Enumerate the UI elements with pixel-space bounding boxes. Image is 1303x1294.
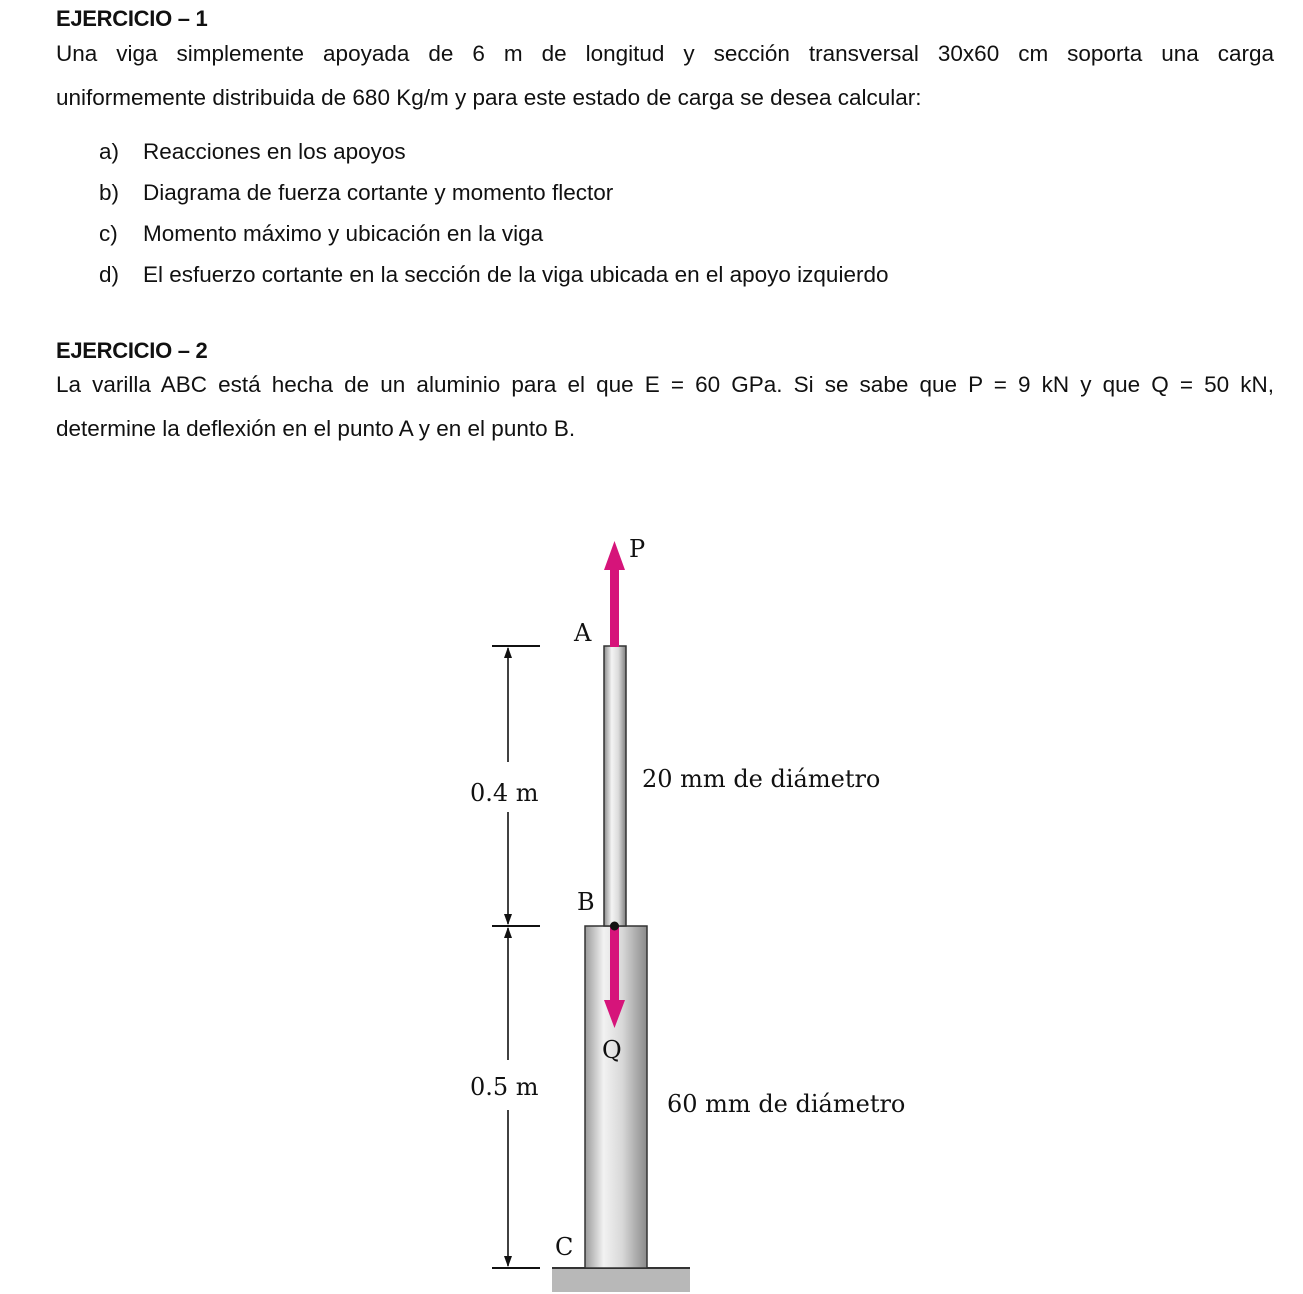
dim-lower-arrow-top: [504, 927, 512, 938]
item-label: a): [99, 139, 120, 164]
force-p-arrowhead: [604, 541, 625, 570]
item-label: d): [99, 262, 120, 287]
item-text: El esfuerzo cortante en la sección de la viga ubicada en el apoyo izquierdo: [143, 262, 889, 287]
label-c: C: [555, 1233, 574, 1261]
rod-segment-ab: [604, 646, 626, 926]
exercise-2-title: EJERCICIO – 2: [56, 338, 208, 363]
dim-upper-arrow-top: [504, 647, 512, 658]
exercise-1-line-2: uniformemente distribuida de 680 Kg/m y para este estado de carga se desea calcular:: [56, 85, 922, 110]
point-b-marker: [610, 922, 619, 931]
force-p-shaft: [610, 565, 619, 647]
force-q-shaft: [610, 926, 619, 1006]
item-label: c): [99, 221, 118, 246]
label-q: Q: [602, 1036, 622, 1064]
exercise-2-line-2: determine la deflexión en el punto A y en el punto B.: [56, 416, 576, 441]
dim-lower-arrow-bottom: [504, 1256, 512, 1267]
label-p: P: [629, 535, 646, 563]
diameter-upper-label: 20 mm de diámetro: [642, 765, 881, 793]
ground-base: [552, 1268, 690, 1292]
item-text: Diagrama de fuerza cortante y momento flector: [143, 180, 614, 205]
label-a: A: [574, 619, 592, 647]
dim-upper-arrow-bottom: [504, 914, 512, 925]
label-b: B: [577, 888, 595, 916]
item-text: Momento máximo y ubicación en la viga: [143, 221, 544, 246]
exercise-1-line-1: Una viga simplemente apoyada de 6 m de longitud y sección transversal 30x60 cm soporta una carga: [56, 41, 1274, 66]
item-label: b): [99, 180, 120, 205]
dim-lower-label: 0.5 m: [470, 1073, 539, 1101]
dim-upper-label: 0.4 m: [470, 779, 539, 807]
exercise-1-title: EJERCICIO – 1: [56, 6, 208, 31]
diameter-lower-label: 60 mm de diámetro: [667, 1090, 906, 1118]
exercise-2-line-1: La varilla ABC está hecha de un aluminio para el que E = 60 GPa. Si se sabe que P = 9 kN y que Q = 50 kN,: [56, 372, 1274, 397]
item-text: Reacciones en los apoyos: [143, 139, 406, 164]
